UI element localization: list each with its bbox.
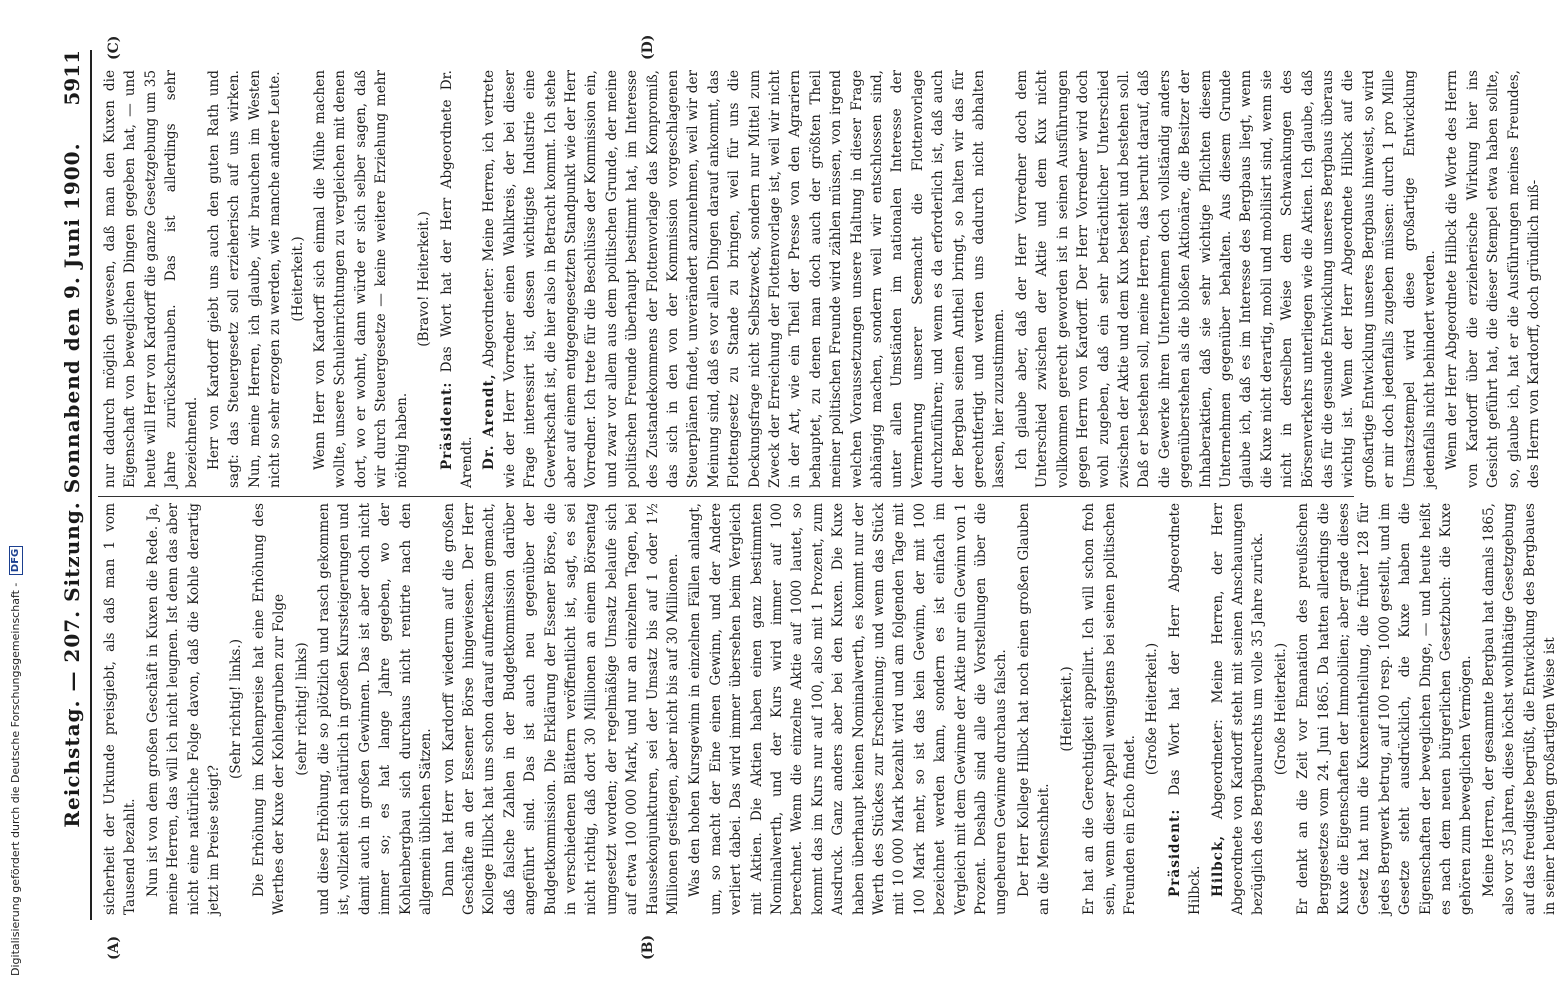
- paragraph: [1293, 503, 1477, 915]
- paragraph-text: und diese Erhöhung, die so plötzlich und rasch gekommen ist, vollzieht sich natürlich in großen Kurssteigerungen und damit auch in großen Gewinnen. Das ist aber doch nicht immer so; es hat lange Jahre gegeben, wo der Kohlenbergbau sich durchaus nicht rentirte nach den allgemein üblichen Sätzen.: [316, 503, 435, 915]
- paragraph-text: (Große Heiterkeit.): [1272, 642, 1289, 776]
- page-number: 5911: [60, 50, 84, 106]
- paragraph-text: Dann hat Herr von Kardorff wiederum auf die großen Geschäfte an der Essener Börse hingewiesen. Der Herr Kollege Hilbck hat uns schon darauf aufmerksam gemacht, daß falsche Zahlen in der Budgetkommission darüber angeführt sind. Das ist auch neu gegenüber der Budgetkommission. Die Erklärung der Essener Börse, die in verschiedenen Blättern veröffentlicht ist, sagt, es sei nicht richtig, daß dort 30 Millionen an einem Börsentag umgesetzt worden; der regelmäßige Umsatz belaufe sich auf etwa 100 000 Mark, und nur an einzelnen Tagen, bei Haussekonjunkturen, sei der Umsatz bis auf 1 oder 1½ Millionen gestiegen, aber nicht bis auf 30 Millionen.: [440, 503, 681, 915]
- paragraph-text: Abgeordneter: Meine Herren, ich vertrete wie der Herr Vorredner einen Wahlkreis, der bei dieser Frage interessirt ist, dessen wichtigste Industrie eine Gewerkschaft ist, die hier also in Betracht kommt. Ich stehe aber auf einem entgegengesetzten Standpunkt wie der Herr Vorredner. Ich trete für die Beschlüsse der Kommission ein, und zwar vor allem aus dem politischen Grunde, der meine politischen Freunde überhaupt bestimmt hat, im Interesse des Zustandekommens der Flottenvorlage das Kompromiß, das sich in den von der Kommission vorgeschlagenen Steuerplänen findet, unverändert anzunehmen, weil wir der Meinung sind, daß es vor allen Dingen darauf ankommt, das Flottengesetz zu Stande zu bringen, weil für uns die Deckungsfrage nicht Selbstzweck, sondern nur Mittel zum Zweck der Erreichung der Flottenvorlage ist, weil wir nicht in der Art, wie ein Theil der Presse von den Agrariern behauptet, zu denen man doch auch der größten Theil meiner politischen Freunde wird zählen müssen, von irgend welchen Voraussetzungen unsere Haltung in dieser Frage abhängig machen, sondern weil wir entschlossen sind, unter allen Umständen im nationalen Interesse der Vermehrung unserer Seemacht die Flottenvorlage durchzuführen; und wenn es da erforderlich ist, daß auch der Bergbau seinen Antheil bringt, so halten wir das für gerechtfertigt und werden uns dadurch nicht abhalten lassen, hier zuzustimmen.: [481, 70, 1008, 488]
- paragraph: [1442, 70, 1544, 488]
- page-title: Reichstag. — 207. Sitzung. Sonnabend den 9. Juni 1900.: [60, 142, 84, 828]
- paragraph-text: Herr von Kardorff giebt uns auch den guten Rath und sagt: das Steuergesetz soll erzieherisch auf uns wirken. Nun, meine Herren, ich glaube, wir brauchen im Westen nicht so sehr erzogen zu werden, wie manche andere Leute.: [206, 70, 284, 488]
- left-column: [100, 502, 1559, 915]
- paragraph-text: (Sehr richtig! links.): [228, 638, 245, 780]
- paragraph-text: Wenn Herr von Kardorff sich einmal die Mühe machen wollte, unsere Schuleinrichtungen zu vergleichen mit denen dort, wo er wohnt, dann würde er sich selber sagen, daß wir durch Steuergesetze — keine weitere Erziehung mehr nöthig haben.: [312, 70, 410, 488]
- margin-marker-a: (A): [106, 935, 122, 960]
- stage-direction: [1057, 503, 1077, 915]
- right-column: [100, 70, 1543, 488]
- paragraph-text: Die Erhöhung im Kohlenpreise hat eine Erhöhung des Werthes der Kuxe der Kohlengruben zur Folge: [250, 503, 288, 915]
- paragraph: [439, 503, 684, 915]
- paragraph: [100, 70, 202, 488]
- paragraph: [437, 70, 478, 488]
- stage-direction: [292, 503, 312, 915]
- paragraph: [685, 503, 1012, 915]
- paragraph-text: Das Wort hat der Herr Abgeordnete Hilbck.: [1166, 502, 1204, 915]
- paragraph: [100, 503, 141, 915]
- footer-credit: [3, 0, 29, 980]
- paragraph-text: Nun ist von dem großen Geschäft in Kuxen die Rede. Ja, meine Herren, das will ich nicht leugnen. Ist denn das aber nicht eine natürliche Folge davon, daß die Kohle derartig jetzt im Preise steigt?: [144, 503, 223, 915]
- paragraph-text: Ich glaube aber, daß der Herr Vorredner doch dem Unterschied zwischen der Aktie und dem Kux nicht vollkommen gerecht geworden ist in seinen Ausführungen gegen Herrn von Kardorff. Der Herr Vorredner wird doch wohl zugeben, daß ein sehr beträchtlicher Unterschied zwischen der Aktie und dem Kux besteht und bestehen soll. Daß er bestehen soll, meine Herren, das beruht darauf, daß die Gewerke ihren Unternehmen doch vollständig anders gegenüberstehen als die bloßen Aktionäre, die Besitzer der Inhaberaktien, daß sie sehr wichtige Pflichten diesem Unternehmen gegenüber behalten. Aus diesem Grunde glaube ich, daß es im Interesse des Bergbaus liegt, wenn die Kuxe nicht derartig, mobil und mobilisirt sind, wenn sie nicht in derselben Weise dem Schwankungen des Börsenverkehrs unterliegen wie die Aktien. Ich glaube, daß das für die gesunde Entwicklung unseres Bergbaus überaus wichtig ist. Wenn der Herr Abgeordnete Hilbck auf die großartige Entwicklung unseres Bergbaus hinweist, so wird er mir doch jedenfalls zugeben müssen: durch 1 pro Mille Umsatzstempel wird diese großartige Entwicklung jedenfalls nicht behindert werden.: [1013, 70, 1438, 488]
- paragraph: [1479, 503, 1560, 915]
- paragraph-text: (sehr richtig! links): [293, 642, 310, 776]
- paragraph: [1014, 503, 1055, 915]
- column-divider: [98, 496, 1354, 497]
- dfg-logo: DFG: [9, 546, 23, 575]
- paragraph: [204, 70, 286, 488]
- paragraph-text: Meine Herren, der gesammte Bergbau hat damals 1865, also vor 35 Jahren, diese höchst wohlthätige Gesetzgebung auf das freudigste begrüßt, die Entwicklung des Bergbaues in seiner heutigen großartigen Weise ist: [1480, 503, 1559, 915]
- paragraph: [249, 503, 290, 915]
- paragraph-text: Der Herr Kollege Hilbck hat noch einen großen Glauben an die Menschheit.: [1015, 503, 1053, 915]
- stage-direction: [1271, 503, 1291, 915]
- stage-direction: [414, 70, 434, 488]
- paragraph: [1165, 503, 1206, 915]
- speaker-name: Dr. Arendt,: [481, 373, 498, 470]
- paragraph: [314, 503, 436, 915]
- footer-text: Digitalisierung gefördert durch die Deutsche Forschungsgemeinschaft -: [9, 582, 22, 976]
- paragraph-text: Er denkt an die Zeit vor Emanation des preußischen Berggesetzes vom 24. Juni 1865. Da hatten allerdings die Kuxe die Eigenschaften der Immobilien; aber grade dieses Gesetz hat nun die Kuxeneintheilung, die früher 128 für jedes Bergwerk betrug, auf 100 resp. 1000 gestellt, und im Gesetze steht ausdrücklich, die Kuxe haben die Eigenschaften der beweglichen Dinge, — und heute heißt es nach dem neuen bürgerlichen Gesetzbuch: die Kuxe gehören zum beweglichen Vermögen.: [1295, 503, 1475, 915]
- paragraph-text: (Heiterkeit.): [289, 236, 306, 322]
- paragraph-text: Abgeordneter: Meine Herren, der Herr Abgeordnete von Kardorff steht mit seinen Anschauungen bezüglich des Bergbaurechts um volle 35 Jahre zurück.: [1209, 503, 1267, 915]
- stage-direction: [288, 70, 308, 488]
- margin-marker-c: (C): [106, 35, 122, 60]
- speaker-name: Hilbck,: [1209, 834, 1226, 897]
- paragraph-text: sicherheit der Urkunde preisgiebt, als daß man 1 vom Tausend bezahlt.: [102, 503, 139, 915]
- paragraph: [310, 70, 412, 488]
- stage-direction: [1142, 503, 1162, 915]
- margin-marker-d: (D): [640, 34, 656, 60]
- paragraph-text: (Große Heiterkeit.): [1144, 642, 1161, 776]
- paragraph-text: (Heiterkeit.): [1058, 666, 1075, 752]
- paragraph-text: Wenn der Herr Abgeordnete Hilbck die Worte des Herrn von Kardorff über die erzieherische Wirkung hier ins Gesicht geführt hat, die dieser Stempel etwa haben sollte, so, glaube ich, hat er die Ausführungen meines Freundes, des Herrn von Kardorff, doch gründlich miß-: [1444, 70, 1543, 488]
- page-header: [54, 50, 92, 920]
- paragraph: [1208, 503, 1269, 915]
- paragraph-text: (Bravo! Heiterkeit.): [416, 211, 433, 347]
- footer-strip: [0, 0, 26, 1000]
- paragraph-text: Das Wort hat der Herr Abgeordnete Dr. Arendt.: [438, 70, 475, 488]
- page: [50, 10, 1559, 990]
- paragraph: [1012, 70, 1441, 488]
- speaker-name: Präsident:: [438, 381, 455, 470]
- paragraph: [479, 70, 1010, 488]
- paragraph-text: Was den hohen Kursgewinn in einzelnen Fällen anlangt, um, so macht der Eine einen Gewinn, und der Andere verliert dabei. Das wird immer übersehen beim Vergleich mit Aktien. Die Aktien haben einen ganz bestimmten Nominalwerth, und der Kurs wird immer auf 100 berechnet. Wenn die einzelne Aktie auf 1000 lautet, so kommt das im Kurs nur auf 100, also mit 1 Prozent, zum Ausdruck. Ganz anders aber bei den Kuxen. Die Kuxe haben überhaupt keinen Nominalwerth, es kommt nur der Werth des Stückes zur Erscheinung; und wenn das Stück mit 10 000 Mark bezahlt wird und am folgenden Tage mit 100 Mark mehr, so ist das kein Gewinn, der mit 100 bezeichnet werden kann, sondern es ist einfach im Vergleich mit dem Gewinne der Aktie nur ein Gewinn von 1 Prozent. Deshalb sind alle die Vorstellungen über die ungeheuren Gewinne durchaus falsch.: [687, 503, 1010, 915]
- speaker-name: Präsident:: [1166, 808, 1183, 897]
- paragraph-text: Er hat an die Gerechtigkeit appellirt. Ich will schon froh sein, wenn dieser Appell wenigstens bei seinen politischen Freunden ein Echo findet.: [1081, 503, 1138, 915]
- paragraph: [1079, 503, 1140, 915]
- paragraph-text: nur dadurch möglich gewesen, daß man den Kuxen die Eigenschaft von beweglichen Dingen gegeben hat, — und heute will Herr von Kardorff die ganze Gesetzgebung um 35 Jahre zurückschrauben. Das ist allerdings sehr bezeichnend.: [102, 70, 200, 488]
- paragraph: [143, 503, 225, 915]
- stage-direction: [226, 503, 246, 915]
- margin-marker-b: (B): [640, 934, 656, 960]
